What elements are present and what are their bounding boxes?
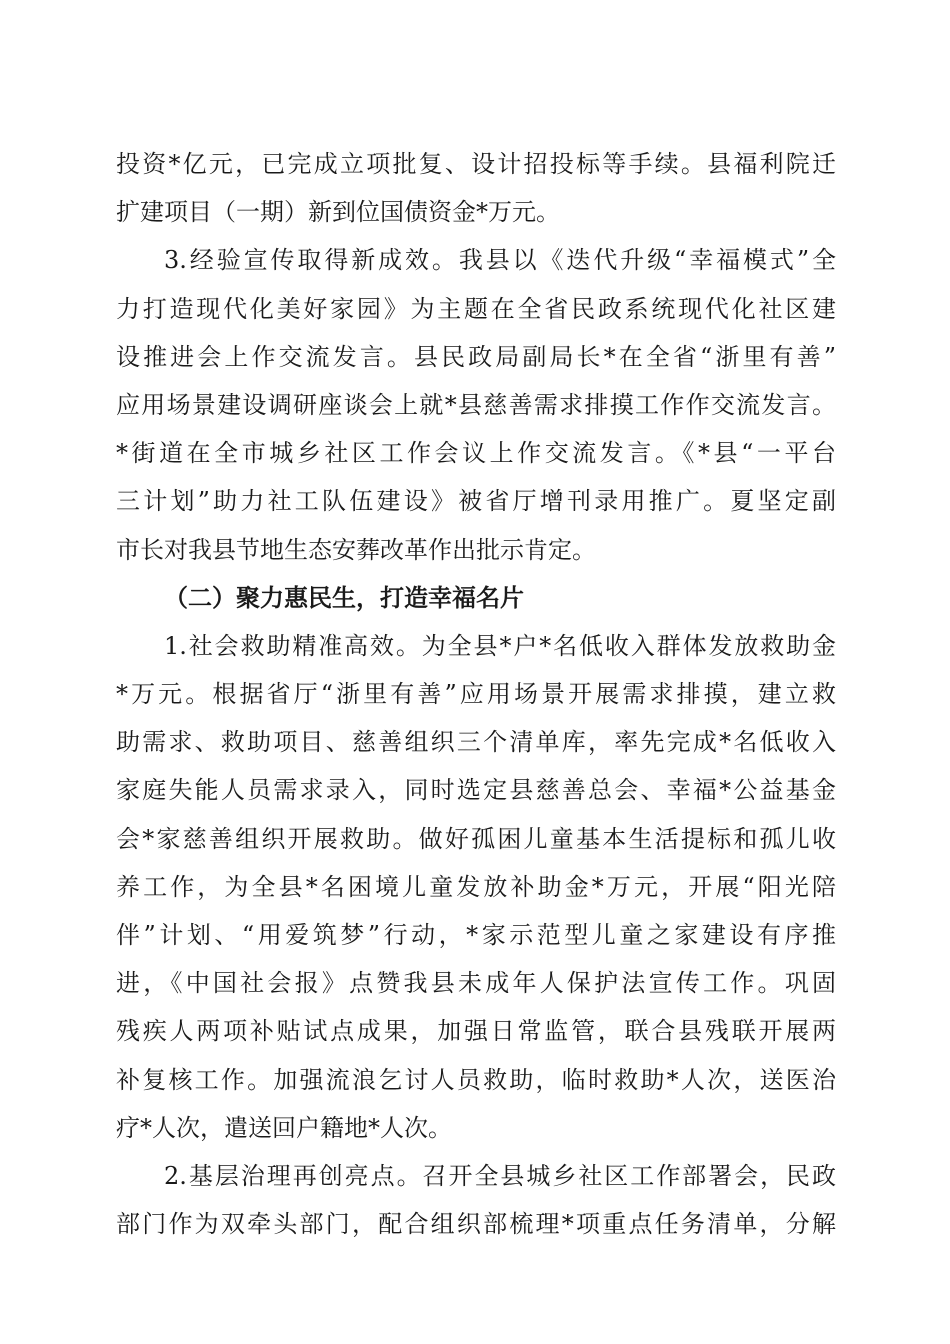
body-line: 市长对我县节地生态安葬改革作出批示肯定。	[116, 535, 596, 564]
body-line: 疗*人次，遣送回户籍地*人次。	[116, 1113, 452, 1142]
body-line: 投资*亿元，已完成立项批复、设计招投标等手续。县福利院迁	[116, 150, 836, 178]
body-line: 家庭失能人员需求录入，同时选定县慈善总会、幸福*公益基金	[116, 776, 836, 805]
paragraph-start-line: 1.社会救助精准高效。为全县*户*名低收入群体发放救助金	[164, 631, 836, 660]
body-line: 伴”计划、“用爱筑梦”行动，*家示范型儿童之家建设有序推	[116, 921, 836, 949]
body-line: 会*家慈善组织开展救助。做好孤困儿童基本生活提标和孤儿收	[116, 824, 836, 853]
body-line: *万元。根据省厅“浙里有善”应用场景开展需求排摸，建立救	[116, 680, 836, 709]
body-line: 补复核工作。加强流浪乞讨人员救助，临时救助*人次，送医治	[116, 1065, 836, 1094]
paragraph-start-line: 3.经验宣传取得新成效。我县以《迭代升级“幸福模式”全	[164, 246, 836, 275]
body-line: 应用场景建设调研座谈会上就*县慈善需求排摸工作作交流发言。	[116, 390, 836, 419]
body-line: 残疾人两项补贴试点成果，加强日常监管，联合县残联开展两	[116, 1017, 836, 1046]
body-line: 进，《中国社会报》点赞我县未成年人保护法宣传工作。巩固	[116, 969, 836, 998]
section-heading: （二）聚力惠民生，打造幸福名片	[164, 582, 524, 612]
body-line: 设推进会上作交流发言。县民政局副局长*在全省“浙里有善”	[116, 342, 836, 371]
body-line: 助需求、救助项目、慈善组织三个清单库，率先完成*名低收入	[116, 728, 836, 757]
paragraph-start-line: 2.基层治理再创亮点。召开全县城乡社区工作部署会，民政	[164, 1161, 836, 1190]
body-line: 力打造现代化美好家园》为主题在全省民政系统现代化社区建	[116, 294, 836, 323]
body-line: *街道在全市城乡社区工作会议上作交流发言。《*县“一平台	[116, 439, 836, 468]
body-line: 三计划”助力社工队伍建设》被省厅增刊录用推广。夏坚定副	[116, 487, 836, 516]
document-body	[116, 140, 836, 1248]
body-line: 养工作，为全县*名困境儿童发放补助金*万元，开展“阳光陪	[116, 872, 836, 901]
body-line: 扩建项目（一期）新到位国债资金*万元。	[116, 198, 560, 227]
body-line: 部门作为双牵头部门，配合组织部梳理*项重点任务清单，分解	[116, 1210, 836, 1239]
